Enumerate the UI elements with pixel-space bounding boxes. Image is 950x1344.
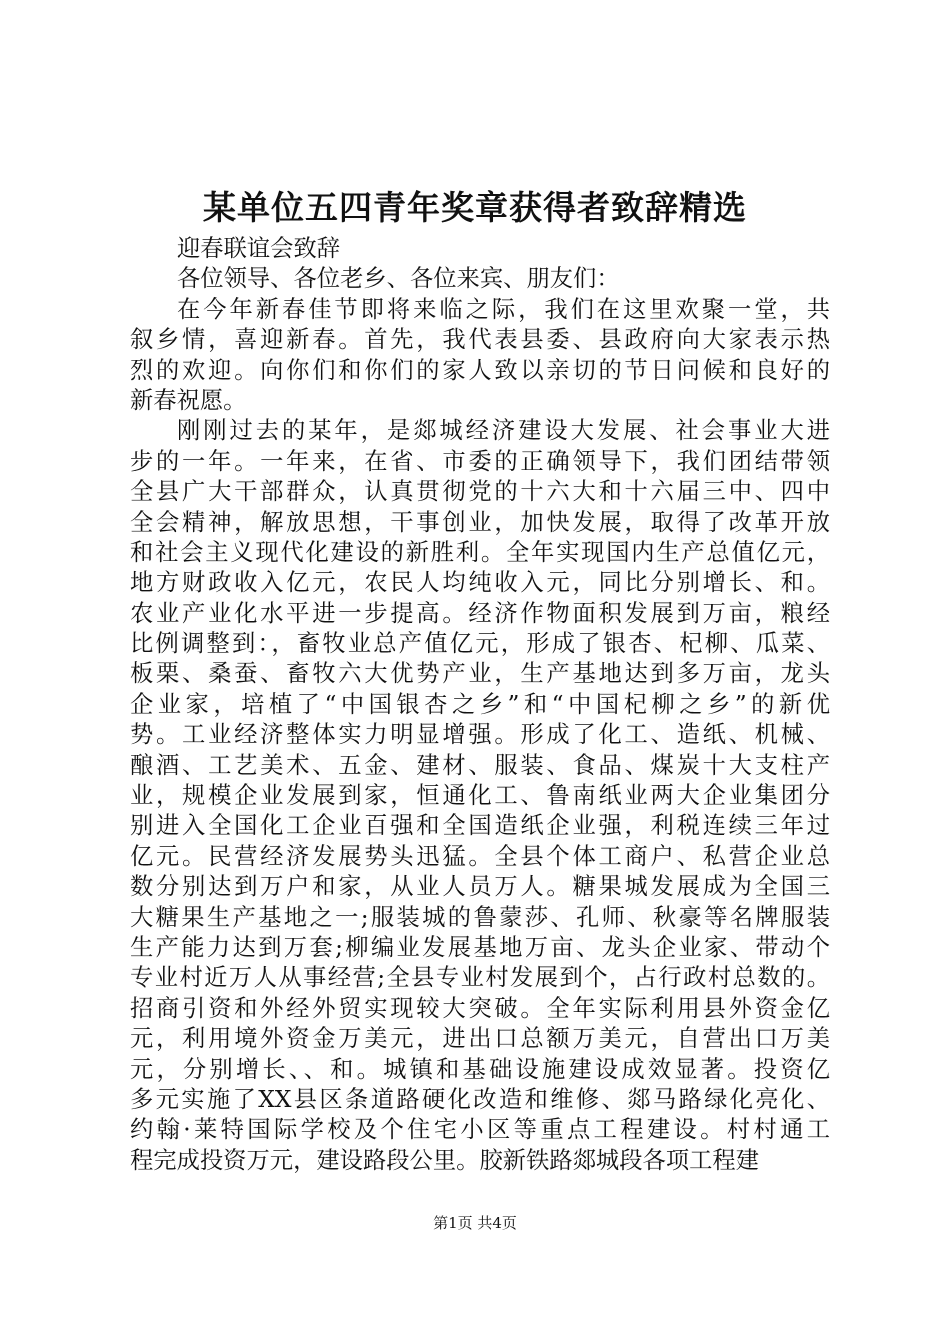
salutation-line: 各位领导、各位老乡、各位来宾、朋友们： — [177, 265, 620, 293]
document-title: 某单位五四青年奖章获得者致辞精选 — [203, 188, 747, 227]
text-line: 亿元。民营经济发展势头迅猛。全县个体工商户、私营企业总 — [130, 842, 830, 870]
document-body — [130, 234, 830, 1176]
text-line: 程完成投资万元，建设路段公里。胶新铁路郯城段各项工程建 — [130, 1146, 760, 1174]
page-footer: 第1页 共4页 — [433, 1214, 517, 1232]
text-line: 叙乡情，喜迎新春。首先，我代表县委、县政府向大家表示热 — [130, 326, 830, 354]
text-line: 烈的欢迎。向你们和你们的家人致以亲切的节日问候和良好的 — [130, 356, 830, 384]
text-line: 约翰·莱特国际学校及个住宅小区等重点工程建设。村村通工 — [130, 1116, 830, 1144]
text-line: 别进入全国化工企业百强和全国造纸企业强，利税连续三年过 — [130, 812, 830, 840]
text-line: 多元实施了XX县区条道路硬化改造和维修、郯马路绿化亮化、 — [130, 1085, 830, 1113]
text-line: 生产能力达到万套;柳编业发展基地万亩、龙头企业家、带动个 — [130, 933, 830, 961]
text-line: 全县广大干部群众，认真贯彻党的十六大和十六届三中、四中 — [130, 478, 830, 506]
text-line: 势。工业经济整体实力明显增强。形成了化工、造纸、机械、 — [130, 721, 830, 749]
text-line: 新春祝愿。 — [130, 386, 247, 414]
paragraph-2 — [130, 416, 830, 1176]
text-line: 专业村近万人从事经营;全县专业村发展到个，占行政村总数的。 — [130, 964, 830, 992]
paragraph-1 — [130, 295, 830, 417]
text-line: 全会精神，解放思想，干事创业，加快发展，取得了改革开放 — [130, 508, 830, 536]
text-line: 企业家，培植了“中国银杏之乡”和“中国杞柳之乡”的新优 — [130, 690, 830, 718]
text-line: 刚刚过去的某年，是郯城经济建设大发展、社会事业大进 — [177, 417, 830, 445]
text-line: 和社会主义现代化建设的新胜利。全年实现国内生产总值亿元， — [130, 538, 830, 566]
subtitle-line: 迎春联谊会致辞 — [177, 235, 341, 262]
text-line: 招商引资和外经外贸实现较大突破。全年实际利用县外资金亿 — [130, 994, 830, 1022]
text-line: 元，利用境外资金万美元，进出口总额万美元，自营出口万美 — [130, 1025, 830, 1053]
text-line: 业，规模企业发展到家，恒通化工、鲁南纸业两大企业集团分 — [130, 782, 830, 810]
text-line: 比例调整到：，畜牧业总产值亿元，形成了银杏、杞柳、瓜菜、 — [130, 630, 830, 658]
text-line: 元，分别增长、、和。城镇和基础设施建设成效显著。投资亿 — [130, 1055, 830, 1083]
text-line: 农业产业化水平进一步提高。经济作物面积发展到万亩，粮经 — [130, 599, 830, 627]
text-line: 大糖果生产基地之一;服装城的鲁蒙莎、孔师、秋豪等名牌服装 — [130, 903, 830, 931]
text-line: 地方财政收入亿元，农民人均纯收入元，同比分别增长、和。 — [130, 569, 830, 597]
text-line: 在今年新春佳节即将来临之际，我们在这里欢聚一堂，共 — [177, 295, 830, 323]
text-line: 步的一年。一年来，在省、市委的正确领导下，我们团结带领 — [130, 447, 830, 475]
text-line: 板栗、桑蚕、畜牧六大优势产业，生产基地达到多万亩，龙头 — [130, 660, 830, 688]
text-line: 数分别达到万户和家，从业人员万人。糖果城发展成为全国三 — [130, 873, 830, 901]
text-line: 酿酒、工艺美术、五金、建材、服装、食品、煤炭十大支柱产 — [130, 751, 830, 779]
